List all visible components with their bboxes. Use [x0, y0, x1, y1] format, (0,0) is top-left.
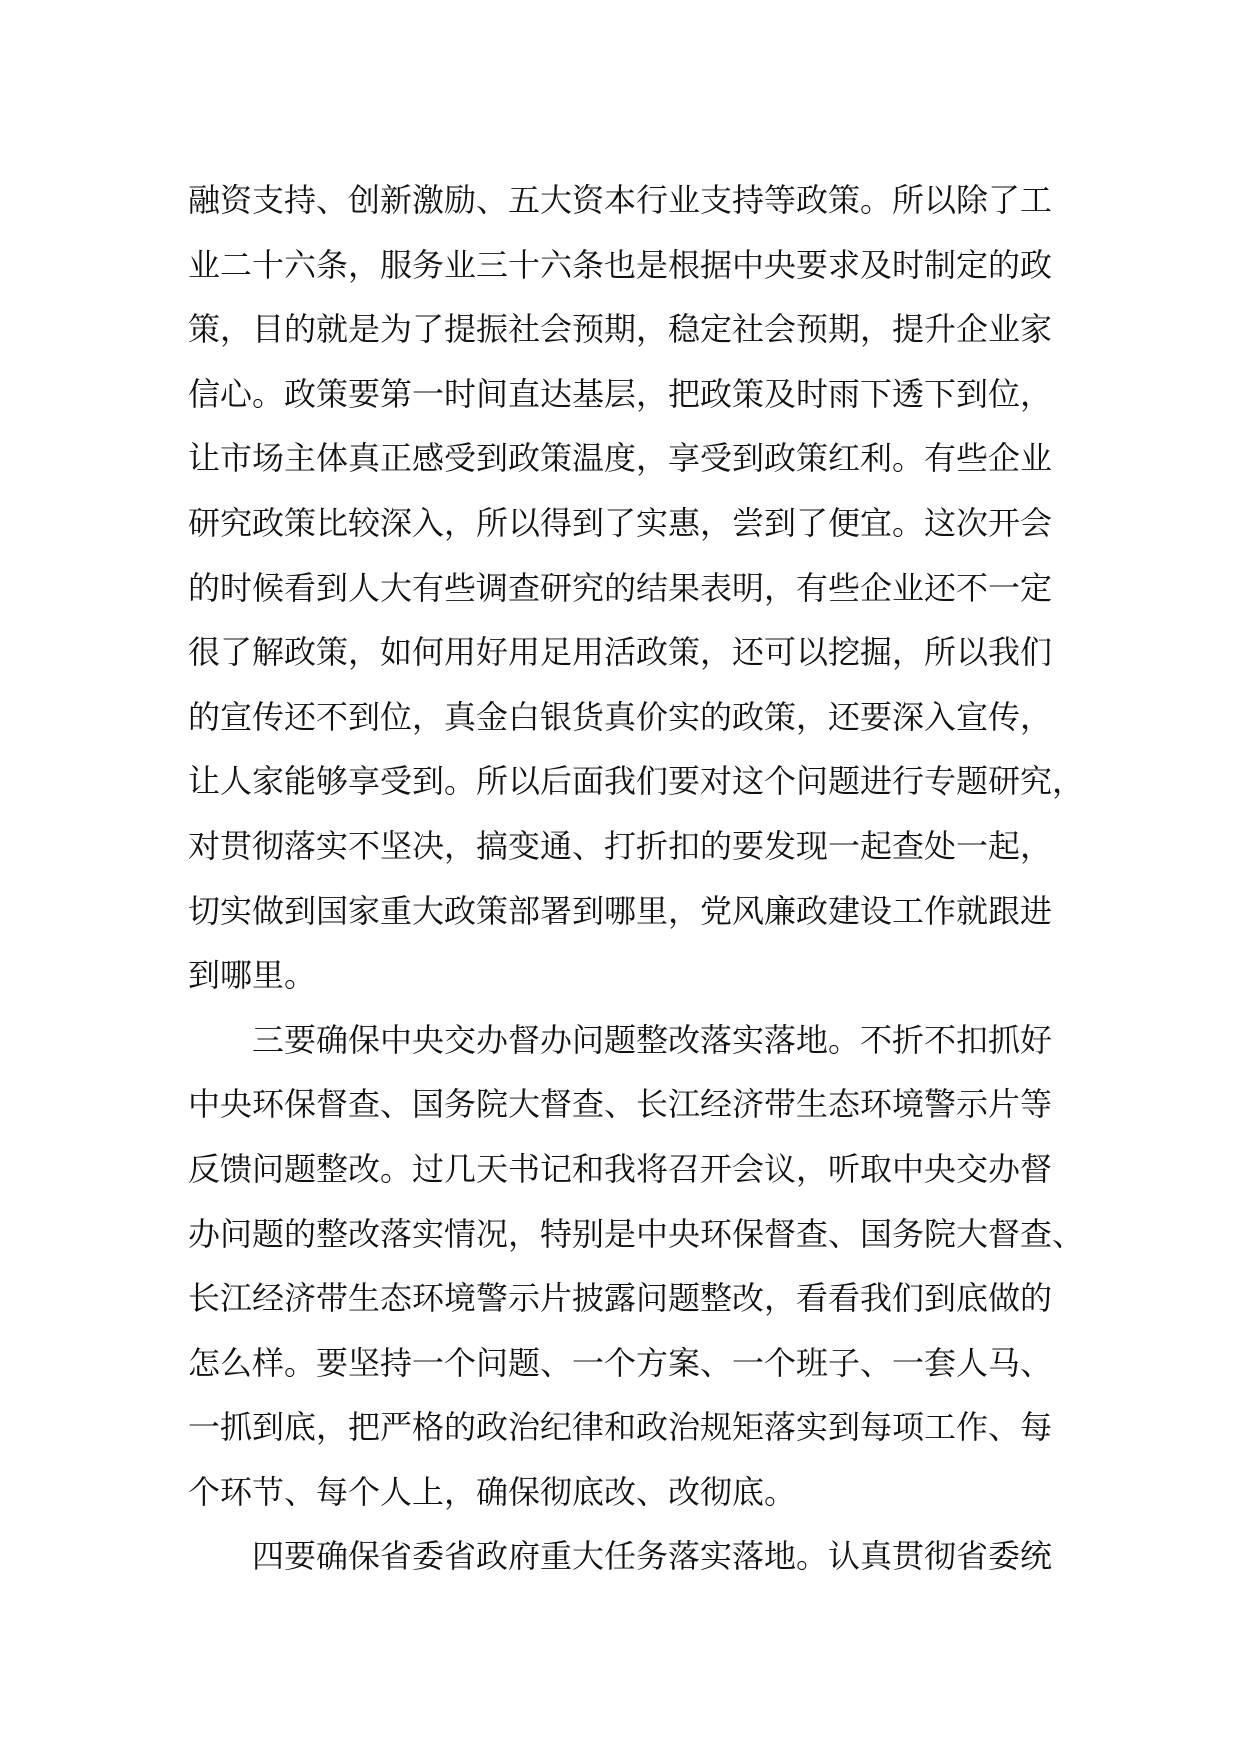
text-line: 对贯彻落实不坚决，搞变通、打折扣的要发现一起查处一起，	[188, 826, 1053, 865]
text-line: 让市场主体真正感受到政策温度，享受到政策红利。有些企业	[188, 439, 1053, 478]
text-line: 信心。政策要第一时间直达基层，把政策及时雨下透下到位，	[188, 374, 1053, 413]
text-line: 个环节、每个人上，确保彻底改、改彻底。	[188, 1472, 797, 1511]
text-line: 到哪里。	[188, 956, 317, 995]
text-line: 一抓到底，把严格的政治纪律和政治规矩落实到每项工作、每	[188, 1408, 1053, 1447]
paragraph-start-line: 四要确保省委省政府重大任务落实落地。认真贯彻省委统	[252, 1537, 1053, 1576]
text-line: 业二十六条，服务业三十六条也是根据中央要求及时制定的政	[188, 245, 1053, 284]
text-line: 办问题的整改落实情况，特别是中央环保督查、国务院大督查、	[188, 1214, 1085, 1253]
paragraph-start-line: 三要确保中央交办督办问题整改落实落地。不折不扣抓好	[252, 1020, 1053, 1059]
text-line: 长江经济带生态环境警示片披露问题整改，看看我们到底做的	[188, 1279, 1053, 1318]
text-line: 很了解政策，如何用好用足用活政策，还可以挖掘，所以我们	[188, 633, 1053, 672]
body-text	[188, 168, 1088, 1589]
text-line: 研究政策比较深入，所以得到了实惠，尝到了便宜。这次开会	[188, 503, 1053, 542]
text-line: 反馈问题整改。过几天书记和我将召开会议，听取中央交办督	[188, 1149, 1053, 1188]
text-line: 怎么样。要坚持一个问题、一个方案、一个班子、一套人马、	[188, 1343, 1053, 1382]
text-line: 的宣传还不到位，真金白银货真价实的政策，还要深入宣传，	[188, 697, 1053, 736]
text-line: 融资支持、创新激励、五大资本行业支持等政策。所以除了工	[188, 181, 1053, 219]
text-line: 策，目的就是为了提振社会预期，稳定社会预期，提升企业家	[188, 310, 1053, 349]
text-line: 让人家能够享受到。所以后面我们要对这个问题进行专题研究，	[188, 762, 1085, 801]
text-line: 中央环保督查、国务院大督查、长江经济带生态环境警示片等	[188, 1085, 1053, 1124]
text-line: 的时候看到人大有些调查研究的结果表明，有些企业还不一定	[188, 568, 1053, 607]
text-line: 切实做到国家重大政策部署到哪里，党风廉政建设工作就跟进	[188, 891, 1053, 930]
